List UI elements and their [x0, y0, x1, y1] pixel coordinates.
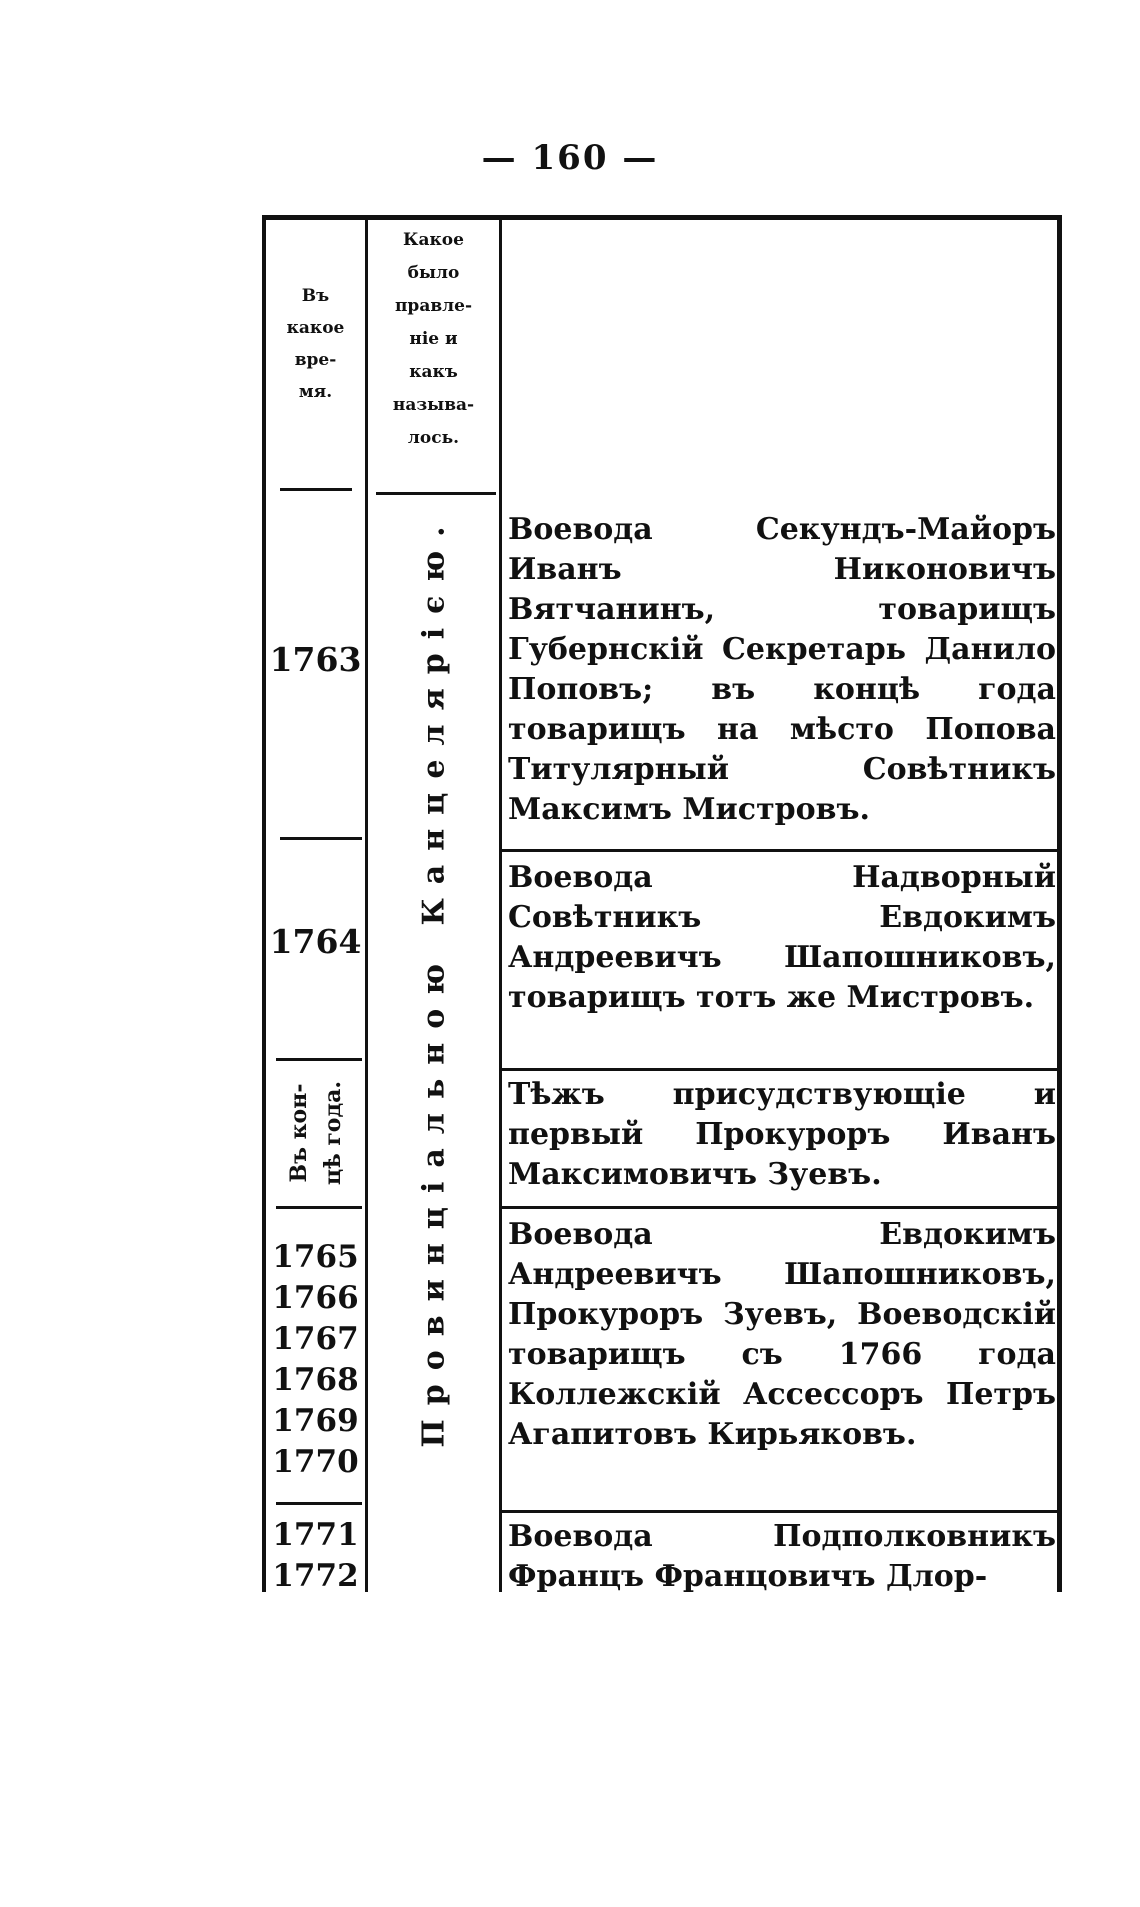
row-rule-time-1 [280, 837, 362, 840]
row-rule-text-3 [502, 1206, 1061, 1209]
chronology-table [262, 215, 1062, 1592]
year-1763: 1763 [269, 640, 362, 679]
entry-1764: Воевода Надворный Совѣтникъ Евдокимъ Андреевичъ Шапошниковъ, товарищъ тотъ же Мистровъ. [508, 860, 1056, 1015]
header-time: Въ какое вре- мя. [286, 286, 345, 402]
entry-1765-1770: Воевода Евдокимъ Андреевичъ Шапошниковъ, Прокуроръ Зуевъ, Воеводскій товарищъ съ 1766 года Коллежскій Ассессоръ Петръ Агапитовъ Кирьяковъ. [508, 1217, 1056, 1452]
year-1764: 1764 [269, 922, 362, 961]
years-1771-1772: 1771 1772 [272, 1517, 359, 1594]
row-rule-text-1 [502, 849, 1061, 852]
years-1765-1770: 1765 1766 1767 1768 1769 1770 [272, 1239, 359, 1480]
header-government: Какое было правле- ніе и какъ называ- лось. [392, 230, 475, 448]
entry-end-of-year: Тѣжъ присудствующіе и первый Прокуроръ Иванъ Максимовичъ Зуевъ. [508, 1077, 1056, 1192]
entry-1771-1772: Воевода Подполковникъ Францъ Францовичъ Длор- [508, 1519, 1056, 1594]
column-divider-government [499, 220, 502, 1592]
row-rule-time-4 [276, 1502, 362, 1505]
government-vertical-text: Провинціальною Канцелярією. [416, 512, 451, 1448]
header-rule-time [280, 488, 352, 491]
row-rule-time-3 [276, 1206, 362, 1209]
row-rule-text-4 [502, 1510, 1061, 1513]
end-of-year-label: Въ кон- цѣ года. [286, 1080, 346, 1185]
page-number: — 160 — [481, 138, 659, 178]
row-rule-text-2 [502, 1068, 1061, 1071]
entry-1763: Воевода Секундъ-Майоръ Иванъ Никоновичъ Вятчанинъ, товарищъ Губернскій Секретарь Данило Поповъ; въ концѣ года товарищъ на мѣсто Попова Титулярный Совѣтникъ Максимъ Мистровъ. [508, 512, 1056, 827]
